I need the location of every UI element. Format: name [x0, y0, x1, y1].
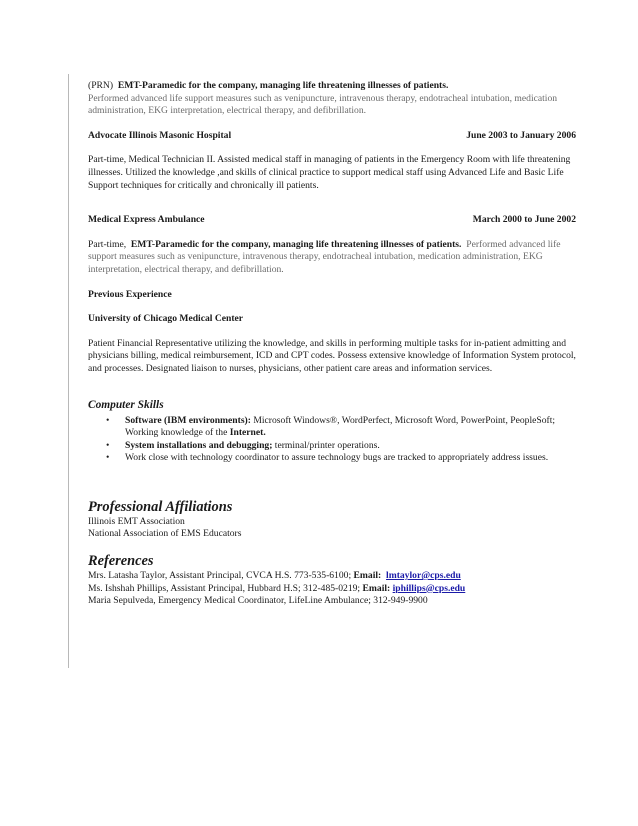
- express-employer: Medical Express Ambulance: [88, 214, 205, 226]
- bullet-icon: •: [106, 452, 110, 464]
- express-dates: March 2000 to June 2002: [472, 214, 576, 226]
- computer-skills-heading: Computer Skills: [88, 398, 164, 411]
- skill-text: terminal/printer operations.: [272, 439, 380, 451]
- skill-label: System installations and debugging;: [125, 439, 273, 451]
- express-header: [88, 214, 576, 227]
- uchicago-description: Patient Financial Representative utilizing the knowledge, and skills in performing multiple tasks for in-patient admitting and physicians billing, medical reimbursement, ICD and CPT codes. Possess extensive knowledge of Information System protocol, and processes. Designated liaison to nurses, physicians, other patient care areas and information services.: [88, 337, 576, 374]
- masonic-dates: June 2003 to January 2006: [466, 129, 576, 141]
- list-item: [88, 415, 576, 440]
- affiliation-item: Illinois EMT Association: [88, 515, 185, 527]
- bullet-icon: •: [106, 439, 110, 451]
- reference-item: Maria Sepulveda, Emergency Medical Coordinator, LifeLine Ambulance; 312-949-9900: [88, 595, 428, 607]
- uchicago-employer: University of Chicago Medical Center: [88, 313, 244, 325]
- affiliation-item: National Association of EMS Educators: [88, 528, 242, 540]
- prn-prefix: (PRN): [88, 80, 114, 91]
- affiliations-heading: Professional Affiliations: [88, 498, 233, 515]
- masonic-employer: Advocate Illinois Masonic Hospital: [88, 129, 232, 141]
- express-description: Performed advanced life support measures such as venipuncture, intravenous therapy, endotracheal intubation, medication administration, EKG interpretation, electrical therapy, and defibrillation.: [88, 238, 561, 275]
- list-item: [88, 440, 576, 453]
- reference-item: [88, 583, 576, 596]
- skill-text: Microsoft Windows®, WordPerfect, Microsoft Word, PowerPoint, PeopleSoft; Working knowledge of the: [125, 414, 556, 439]
- skill-label: Internet.: [229, 427, 266, 439]
- list-item: [88, 452, 576, 465]
- skill-label: Software (IBM environments):: [125, 414, 251, 426]
- masonic-description: Part-time, Medical Technician II. Assisted medical staff in managing of patients in the Emergency Room with life threatening illnesses. Utilized the knowledge ,and skills of clinical practice to support medical staff using Advanced Life and Basic Life Support techniques for critically and chronically ill patients.: [88, 154, 571, 191]
- prn-title-line: [88, 80, 576, 93]
- reference-text: Ms. Ishshah Phillips, Assistant Principal, Hubbard H.S; 312-485-0219;: [88, 582, 363, 594]
- prn-title: EMT-Paramedic for the company, managing life threatening illnesses of patients.: [117, 80, 449, 91]
- page-margin-rule: [68, 74, 69, 668]
- references-heading: References: [88, 553, 154, 570]
- skill-text: Work close with technology coordinator to assure technology bugs are tracked to appropriately address issues.: [125, 452, 549, 464]
- express-description-block: [88, 239, 576, 277]
- reference-item: [88, 570, 576, 583]
- email-link[interactable]: iphillips@cps.edu: [392, 582, 466, 594]
- express-prefix: Part-time,: [88, 238, 127, 250]
- email-label: Email:: [362, 582, 391, 594]
- express-title: EMT-Paramedic for the company, managing life threatening illnesses of patients.: [130, 238, 462, 250]
- bullet-icon: •: [106, 414, 110, 426]
- email-link[interactable]: lmtaylor@cps.edu: [386, 570, 461, 582]
- resume-page: [88, 80, 576, 608]
- email-label: Email:: [353, 570, 382, 582]
- reference-text: Mrs. Latasha Taylor, Assistant Principal, CVCA H.S. 773-535-6100;: [88, 570, 354, 582]
- previous-experience-heading: Previous Experience: [88, 288, 172, 300]
- masonic-header: [88, 130, 576, 143]
- prn-description: Performed advanced life support measures such as venipuncture, intravenous therapy, endotracheal intubation, medication administration, EKG interpretation, electrical therapy, and defibrillation.: [88, 92, 558, 117]
- computer-skills-list: [88, 415, 576, 465]
